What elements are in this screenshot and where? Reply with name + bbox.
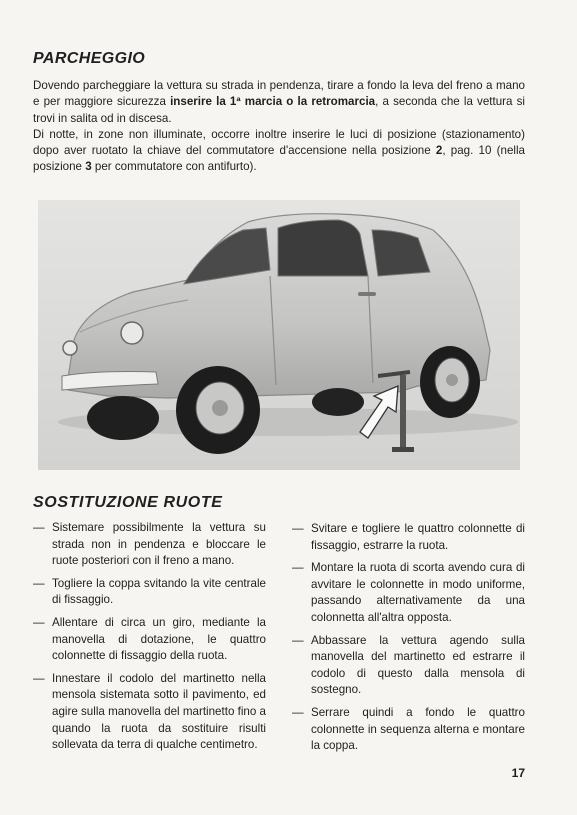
key-position-3: 3 [85, 160, 92, 174]
rear-wheel [420, 346, 480, 418]
car-on-jack-photo [38, 200, 520, 470]
parking-paragraph-2 [33, 127, 525, 176]
parking-text-part: Dovendo parcheggiare la vettura su strada in pendenza, tirare a fondo la leva del freno a mano e per maggiore sicurezza [33, 79, 525, 109]
parking-text-part: , a seconda che la vettura si trovi in salita od in discesa. [33, 95, 526, 125]
section-title-wheels: SOSTITUZIONE RUOTE [33, 494, 223, 511]
step-text: Abbassare la vettura agendo sulla manovella del martinetto ed estrarre il codolo di questo dalla mensola di sostegno. [311, 633, 525, 697]
list-item [292, 521, 525, 554]
step-text: Svitare e togliere le quattro colonnette di fissaggio, estrarre la ruota. [311, 522, 525, 552]
dash: — [33, 671, 45, 685]
section-title-parking: PARCHEGGIO [33, 50, 146, 67]
rear-far-wheel [312, 388, 364, 416]
dash: — [292, 633, 304, 647]
list-item [292, 633, 525, 699]
list-item [292, 560, 525, 626]
parking-paragraph-1 [33, 78, 525, 127]
wheel-steps-right [292, 521, 525, 761]
side-window [278, 220, 368, 276]
page-number: 17 [511, 766, 525, 780]
list-item [292, 705, 525, 755]
headlight [121, 322, 143, 344]
dash: — [292, 561, 304, 575]
step-text: Innestare il codolo del martinetto nella mensola sistemata sotto il pavimento, ed agire sulla manovella del martinetto fino a quando la ruota da sostituire risulti sollevata da terra di qualche centimetro. [52, 671, 266, 752]
step-text: Allentare di circa un giro, mediante la manovella di dotazione, le quattro colonnette di fissaggio della ruota. [52, 615, 266, 663]
door-handle [358, 292, 376, 296]
front-wheel [176, 366, 260, 454]
dash: — [292, 522, 304, 535]
step-text: Sistemare possibilmente la vettura su strada non in pendenza e bloccare le ruote posteriori con il freno a mano. [52, 521, 266, 568]
rear-left-wheel [87, 396, 159, 440]
list-item [33, 615, 266, 665]
dash: — [33, 576, 45, 590]
headlight [63, 341, 77, 355]
key-position-2: 2 [435, 144, 443, 158]
parking-text-part: per commutatore con antifurto). [91, 160, 257, 174]
parking-gear-emphasis: inserire la 1ª marcia o la retromarcia [170, 95, 376, 109]
parking-text-part: Di notte, in zone non illuminate, occorre inoltre inserire le luci di posizione (stazionamento) dopo aver ruotato la chiave del commutatore d'accensione nella posizione [33, 127, 525, 158]
list-item [33, 520, 266, 570]
car-illustration [38, 200, 520, 470]
step-text: Togliere la coppa svitando la vite centrale di fissaggio. [52, 576, 266, 607]
step-text: Montare la ruota di scorta avendo cura di avvitare le colonnette in modo uniforme, passando alternativamente da una colonnetta all'altra opposta. [311, 561, 525, 624]
list-item [33, 671, 266, 754]
parking-text [33, 78, 525, 176]
dash: — [33, 615, 45, 629]
dash: — [292, 705, 304, 719]
dash: — [33, 521, 45, 534]
step-text: Serrare quindi a fondo le quattro colonnette in sequenza alterna e montare la coppa. [311, 705, 525, 753]
parking-text-part: , pag. 10 (nella posizione [33, 144, 525, 174]
list-item [33, 576, 266, 609]
wheel-steps-left [33, 520, 266, 760]
